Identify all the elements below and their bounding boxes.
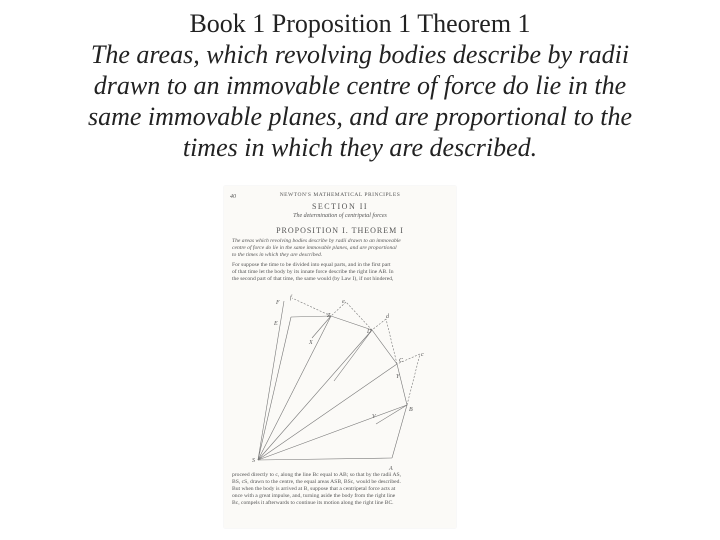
section-heading: SECTION II [311, 202, 369, 211]
text-line: proceed directly to c, along the line Bc equal to AB; so that by the radii AS, [232, 472, 402, 478]
text-line: centre of force do lie in the same immovable planes, and are proportional [232, 245, 397, 251]
label-d: d [386, 314, 389, 320]
label-V: V [372, 414, 376, 420]
label-B: B [409, 407, 413, 413]
label-X: X [309, 340, 313, 346]
text-line: the second part of that time, the same would (by Law I), if not hindered, [232, 276, 394, 282]
text-line: The areas which revolving bodies describe by radii drawn to an immovable [232, 238, 401, 244]
text-line: of that time let the body by its innate force describe the right line AB. In [232, 269, 394, 275]
statement-line: same immovable planes, and are proportional to the [87, 102, 633, 131]
label-c: c [421, 352, 424, 358]
running-header: NEWTON'S MATHEMATICAL PRINCIPLES [279, 192, 401, 198]
text-line: to the times in which they are described. [232, 252, 323, 258]
slide-title: Book 1 Proposition 1 Theorem 1 [189, 9, 531, 38]
book-page-scan [224, 186, 456, 528]
proof-paragraph-2 [232, 472, 450, 507]
label-f: f [290, 295, 292, 301]
orbit-polygon [291, 316, 407, 458]
label-F: F [276, 300, 280, 306]
text-line: Bc, compels it afterwards to continue its motion along the right line BC. [232, 500, 394, 506]
label-Z: Z [327, 313, 331, 319]
statement-line: drawn to an immovable centre of force do lie in the [93, 71, 627, 100]
label-S: S [252, 458, 255, 464]
label-A: A [389, 466, 393, 472]
theorem-statement [40, 39, 680, 163]
statement-line: times in which they are described. [182, 133, 538, 162]
page-number: 40 [230, 194, 236, 200]
label-e: e [342, 299, 345, 305]
label-C: C [399, 358, 404, 364]
section-subtitle: The determination of centripetal forces [293, 213, 387, 219]
label-E: E [274, 321, 278, 327]
text-line: BS, cS, drawn to the centre, the equal areas ASB, BSc, would be described. [232, 479, 401, 485]
label-Y: Y [396, 374, 400, 380]
proposition-heading: PROPOSITION I. THEOREM I [276, 226, 404, 235]
label-D: D [367, 329, 372, 335]
text-line: For suppose the time to be divided into equal parts, and in the first part [232, 262, 391, 268]
text-line: once with a great impulse, and, turning aside the body from the right line [232, 493, 396, 499]
slide-text [40, 8, 680, 163]
text-line: But when the body is arrived at B, suppose that a centripetal force acts at [232, 486, 396, 492]
statement-line: The areas, which revolving bodies describe by radii [90, 40, 630, 69]
